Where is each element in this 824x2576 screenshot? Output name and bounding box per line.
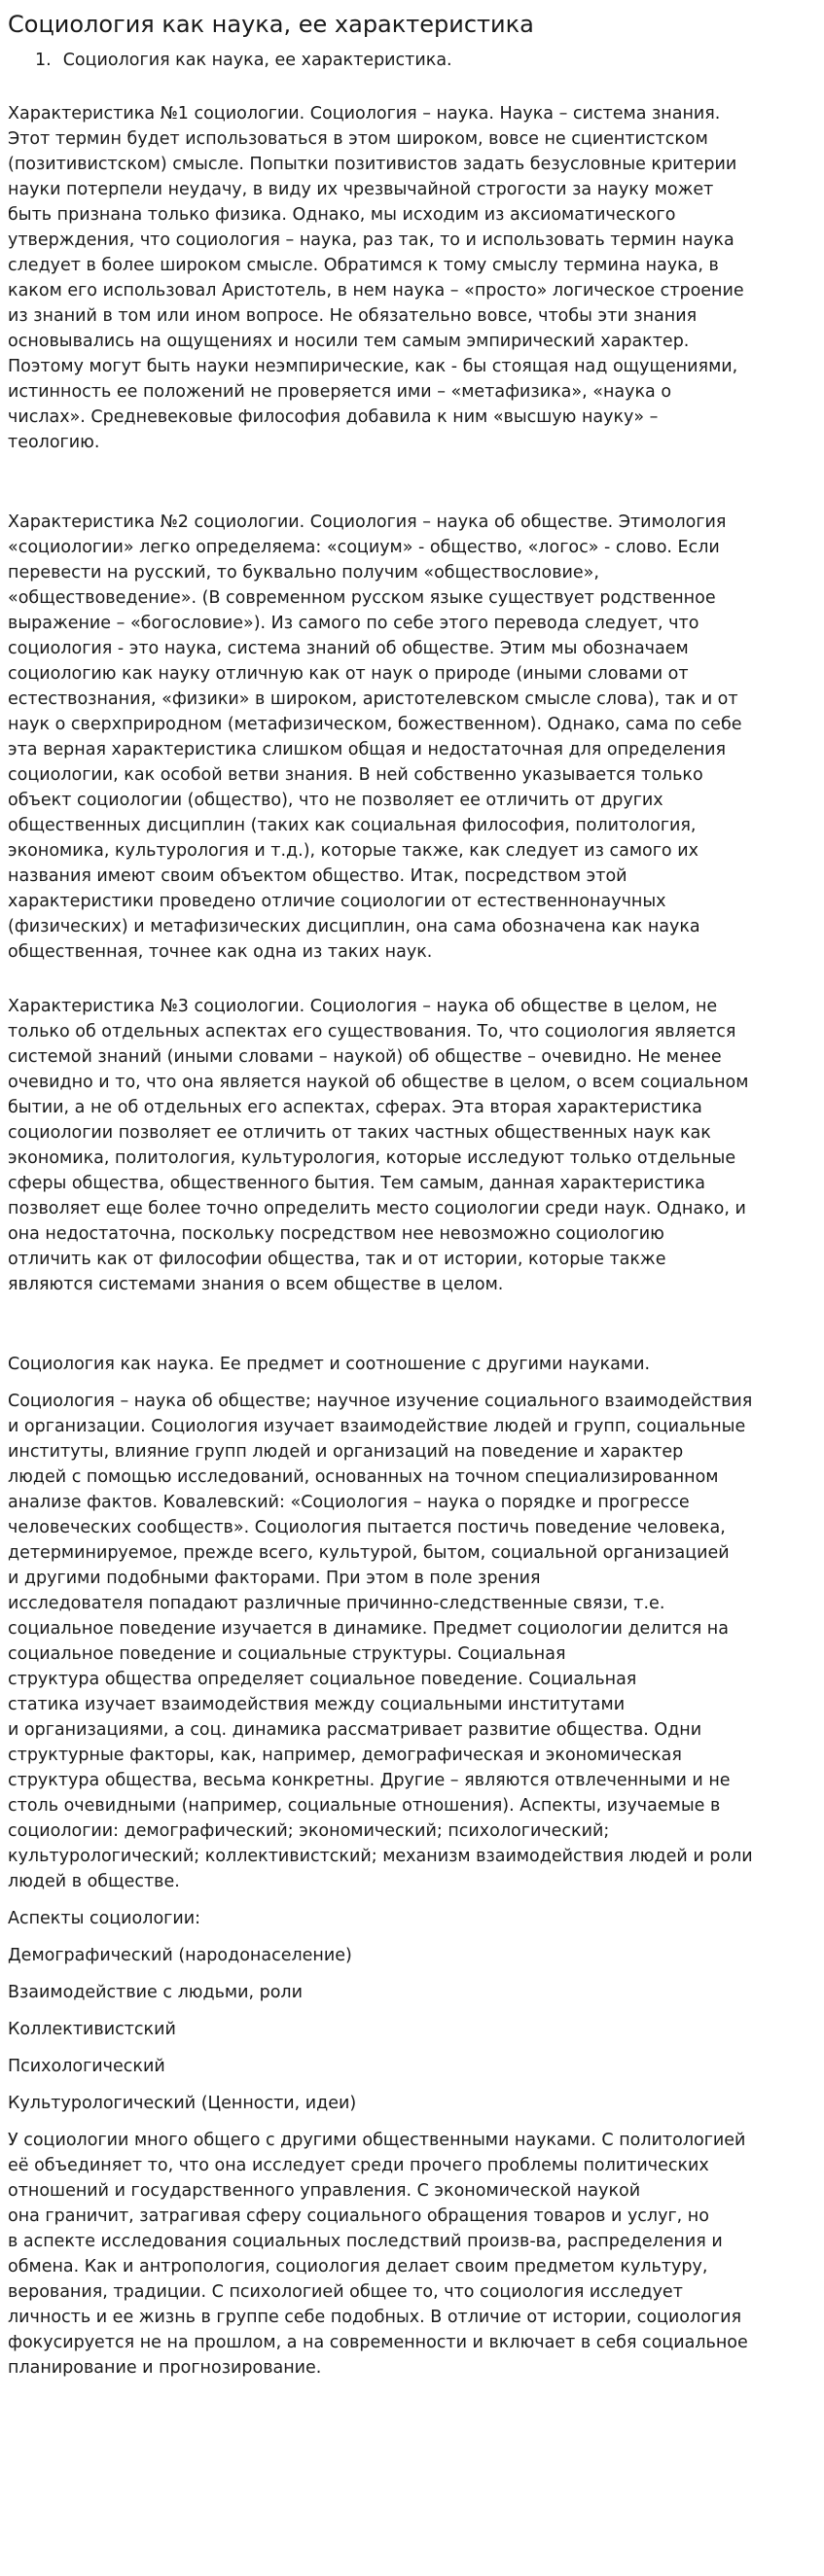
- spacer: [8, 455, 818, 510]
- spacer: [8, 1297, 818, 1352]
- aspects-heading: Аспекты социологии:: [8, 1909, 200, 1928]
- toc-item[interactable]: [35, 49, 818, 72]
- spacer: [8, 1894, 818, 1906]
- aspect-item: Демографический (народонаселение): [8, 1946, 352, 1965]
- table-of-contents: [8, 49, 818, 72]
- aspect-item: Культурологический (Ценности, идеи): [8, 2094, 357, 2113]
- toc-item-number: 1.: [35, 51, 52, 70]
- sociology-definition-paragraph: Социология – наука об обществе; научное изучение социального взаимодействия и организации. Социология изучает взаимодействие людей и групп, социальные институты, влияние групп людей и организаций на поведение и характер людей с помощью исследований, основанных на точном специализированном анализе фактов. Ковалевский: «Социология – наука о порядке и прогрессе человеческих сообществ». Социология пытается постичь поведение человека, детерминируемое, прежде всего, культурой, бытом, социальной организацией и другими подобными факторами. При этом в поле зрения исследователя попадают различные причинно-следственные связи, т.е. социальное поведение изучается в динамике. Предмет социологии делится на социальное поведение и социальные структуры. Социальная структура общества определяет социальное поведение. Социальная статика изучает взаимодействия между социальными институтами и организациями, а соц. динамика рассматривает развитие общества. Одни структурные факторы, как, например, демографическая и экономическая структура общества, весьма конкретны. Другие – являются отвлеченными и не столь очевидными (например, социальные отношения). Аспекты, изучаемые в социологии: демографический; экономический; психологический; культурологический; коллективистский; механизм взаимодействия людей и роли людей в обществе.: [8, 1392, 753, 1891]
- aspect-item: Психологический: [8, 2057, 165, 2076]
- aspect-item: Взаимодействие с людьми, роли: [8, 1983, 303, 2002]
- toc-item-label: Социология как наука, ее характеристика.: [62, 51, 452, 70]
- spacer: [8, 965, 818, 994]
- related-sciences-paragraph: У социологии много общего с другими общественными науками. С политологией её объединяет то, что она исследует среди прочего проблемы политических отношений и государственного управления. С экономической наукой она граничит, затрагивая сферу социального обращения товаров и услуг, но в аспекте исследования социальных последствий произв-ва, распределения и обмена. Как и антропология, социология делает своим предметом культуру, верования, традиции. С психологией общее то, что социология исследует личность и ее жизнь в группе себе подобных. В отличие от истории, социология фокусируется не на прошлом, а на современности и включает в себя социальное планирование и прогнозирование.: [8, 2131, 748, 2378]
- characteristic-2-paragraph: Характеристика №2 социологии. Социология – наука об обществе. Этимология «социологии» легко определяема: «социум» - общество, «логос» - слово. Если перевести на русский, то буквально получим «обществословие», «обществоведение». (В современном русском языке существует родственное выражение – «богословие»). Из самого по себе этого перевода следует, что социология - это наука, система знаний об обществе. Этим мы обозначаем социологию как науку отличную как от наук о природе (иными словами от естествознания, «физики» в широком, аристотелевском смысле слова), так и от наук о сверхприродном (метафизическом, божественном). Однако, сама по себе эта верная характеристика слишком общая и недостаточная для определения социологии, как особой ветви знания. В ней собственно указывается только объект социологии (общество), что не позволяет ее отличить от других общественных дисциплин (таких как социальная философия, политология, экономика, культурология и т.д.), которые также, как следует из самого их названия имеют своим объектом общество. Итак, посредством этой характеристики проведено отличие социологии от естественнонаучных (физических) и метафизических дисциплин, она сама обозначена как наука общественная, точнее как одна из таких наук.: [8, 512, 742, 962]
- document-title: Социология как наука, ее характеристика: [8, 11, 534, 38]
- section-heading: Социология как наука. Ее предмет и соотношение с другими науками.: [8, 1355, 651, 1374]
- characteristic-1-paragraph: Характеристика №1 социологии. Социология – наука. Наука – система знания. Этот термин будет использоваться в этом широком, вовсе не сциентистском (позитивистском) смысле. Попытки позитивистов задать безусловные критерии науки потерпели неудачу, в виду их чрезвычайной строгости за науку может быть признана только физика. Однако, мы исходим из аксиоматического утверждения, что социология – наука, раз так, то и использовать термин наука следует в более широком смысле. Обратимся к тому смыслу термина наука, в каком его использовал Аристотель, в нем наука – «просто» логическое строение из знаний в том или ином вопросе. Не обязательно вовсе, чтобы эти знания основывались на ощущениях и носили тем самым эмпирический характер. Поэтому могут быть науки неэмпирические, как - бы стоящая над ощущениями, истинность ее положений не проверяется ими – «метафизика», «наука о числах». Средневековые философия добавила к ним «высшую науку» – теологию.: [8, 104, 744, 452]
- characteristic-3-paragraph: Характеристика №3 социологии. Социология – наука об обществе в целом, не только об отдельных аспектах его существования. То, что социология является системой знаний (иными словами – наукой) об обществе – очевидно. Не менее очевидно и то, что она является наукой об обществе в целом, о всем социальном бытии, а не об отдельных его аспектах, сферах. Эта вторая характеристика социологии позволяет ее отличить от таких частных общественных наук как экономика, политология, культурология, которые исследуют только отдельные сферы общества, общественного бытия. Тем самым, данная характеристика позволяет еще более точно определить место социологии среди наук. Однако, и она недостаточна, поскольку посредством нее невозможно социологию отличить как от философии общества, так и от истории, которые также являются системами знания о всем обществе в целом.: [8, 997, 749, 1294]
- spacer: [8, 1377, 818, 1389]
- aspect-item: Коллективистский: [8, 2020, 176, 2039]
